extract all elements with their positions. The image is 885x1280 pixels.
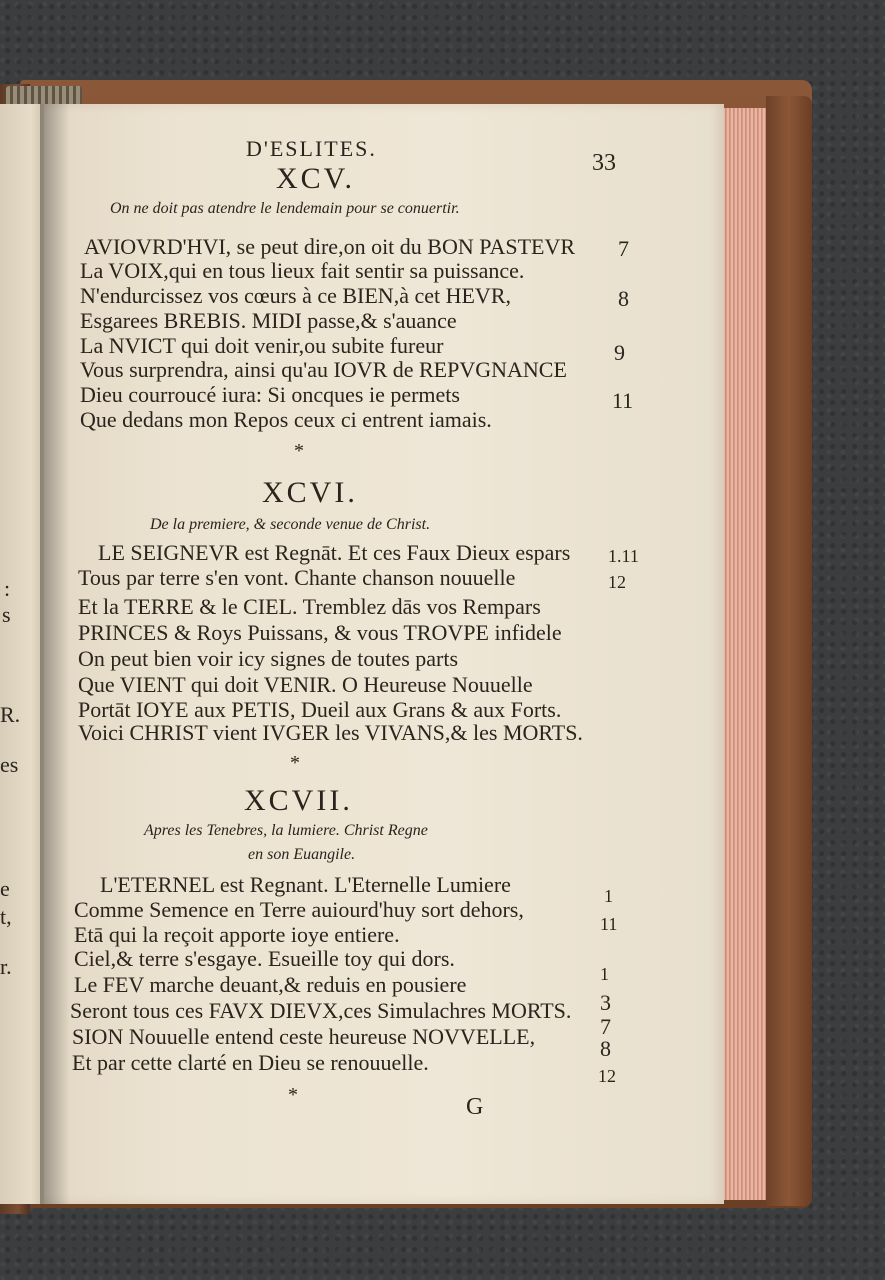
signature-mark: G bbox=[466, 1094, 484, 1120]
left-fragment: r. bbox=[0, 954, 12, 979]
verse-line: SION Nouuelle entend ceste heureuse NOVVELLE, bbox=[72, 1024, 536, 1049]
verse-line: N'endurcissez vos cœurs à ce BIEN,à cet HEVR, bbox=[80, 283, 511, 308]
margin-ref: 11 bbox=[600, 914, 618, 934]
margin-ref: 12 bbox=[608, 572, 626, 592]
left-fragment: t, bbox=[0, 904, 12, 929]
verse-line: On peut bien voir icy signes de toutes parts bbox=[78, 646, 459, 671]
ornament: * bbox=[294, 440, 304, 462]
verse-line: Le FEV marche deuant,& reduis en pousiere bbox=[74, 972, 467, 997]
page-edges bbox=[722, 108, 768, 1200]
section-number: XCVI. bbox=[262, 476, 358, 509]
verse-line: Dieu courroucé iura: Si oncques ie permets bbox=[80, 382, 460, 407]
margin-ref: 1 bbox=[604, 886, 613, 906]
section-number: XCV. bbox=[276, 162, 355, 195]
margin-ref: 8 bbox=[600, 1036, 611, 1061]
headband bbox=[6, 86, 82, 106]
verse-line: Que VIENT qui doit VENIR. O Heureuse Nouuelle bbox=[78, 672, 533, 697]
margin-ref: 3 bbox=[600, 990, 611, 1015]
verse-line: LE SEIGNEVR est Regnāt. Et ces Faux Dieux espars bbox=[98, 540, 571, 565]
section-number: XCVII. bbox=[244, 784, 353, 817]
verse-line: Portāt IOYE aux PETIS, Dueil aux Grans & aux Forts. bbox=[78, 697, 562, 722]
left-fragment: : bbox=[4, 576, 11, 601]
verse-line: Et par cette clarté en Dieu se renouuelle. bbox=[72, 1050, 429, 1075]
ornament: * bbox=[290, 752, 300, 774]
section-subtitle: Apres les Tenebres, la lumiere. Christ Regne bbox=[144, 822, 428, 839]
margin-ref: 7 bbox=[618, 236, 629, 261]
section-subtitle: De la premiere, & seconde venue de Christ. bbox=[150, 516, 431, 533]
verse-line: Tous par terre s'en vont. Chante chanson nouuelle bbox=[78, 565, 516, 590]
verse-line: L'ETERNEL est Regnant. L'Eternelle Lumiere bbox=[100, 872, 511, 897]
verse-line: La NVICT qui doit venir,ou subite fureur bbox=[80, 333, 444, 358]
margin-ref: 8 bbox=[618, 286, 629, 311]
left-fragment: s bbox=[2, 602, 11, 627]
verse-line: Vous surprendra, ainsi qu'au IOVR de REPVGNANCE bbox=[80, 357, 567, 382]
margin-ref: 9 bbox=[614, 340, 625, 365]
margin-ref: 12 bbox=[598, 1066, 616, 1086]
right-board bbox=[766, 96, 812, 1206]
ornament: * bbox=[288, 1084, 298, 1106]
margin-ref: 11 bbox=[612, 388, 634, 413]
left-fragment: e bbox=[0, 876, 10, 901]
verse-line: Et la TERRE & le CIEL. Tremblez dās vos Rempars bbox=[78, 594, 541, 619]
verse-line: AVIOVRD'HVI, se peut dire,on oit du BON PASTEVR bbox=[84, 234, 576, 259]
running-head: D'ESLITES. bbox=[246, 136, 377, 161]
section-subtitle: On ne doit pas atendre le lendemain pour se conuertir. bbox=[110, 200, 460, 217]
verse-line: Voici CHRIST vient IVGER les VIVANS,& les MORTS. bbox=[78, 720, 583, 745]
margin-ref: 1.11 bbox=[608, 546, 639, 566]
left-fragment: es bbox=[0, 752, 19, 777]
verse-line: Ciel,& terre s'esgaye. Esueille toy qui dors. bbox=[74, 946, 455, 971]
verse-line: Comme Semence en Terre auiourd'huy sort dehors, bbox=[74, 897, 524, 922]
verse-line: Etā qui la reçoit apporte ioye entiere. bbox=[74, 922, 400, 947]
verse-line: PRINCES & Roys Puissans, & vous TROVPE infidele bbox=[78, 620, 562, 645]
section-subtitle: en son Euangile. bbox=[248, 846, 356, 863]
verse-line: Seront tous ces FAVX DIEVX,ces Simulachres MORTS. bbox=[70, 998, 572, 1023]
verse-line: Esgarees BREBIS. MIDI passe,& s'auance bbox=[80, 308, 457, 333]
margin-ref: 1 bbox=[600, 964, 609, 984]
page-number: 33 bbox=[592, 150, 616, 176]
margin-ref: 7 bbox=[600, 1014, 611, 1039]
left-fragment: R. bbox=[0, 702, 21, 727]
left-facing-page bbox=[0, 104, 44, 1204]
verse-line: Que dedans mon Repos ceux ci entrent iamais. bbox=[80, 407, 492, 432]
verse-line: La VOIX,qui en tous lieux fait sentir sa puissance. bbox=[80, 258, 525, 283]
